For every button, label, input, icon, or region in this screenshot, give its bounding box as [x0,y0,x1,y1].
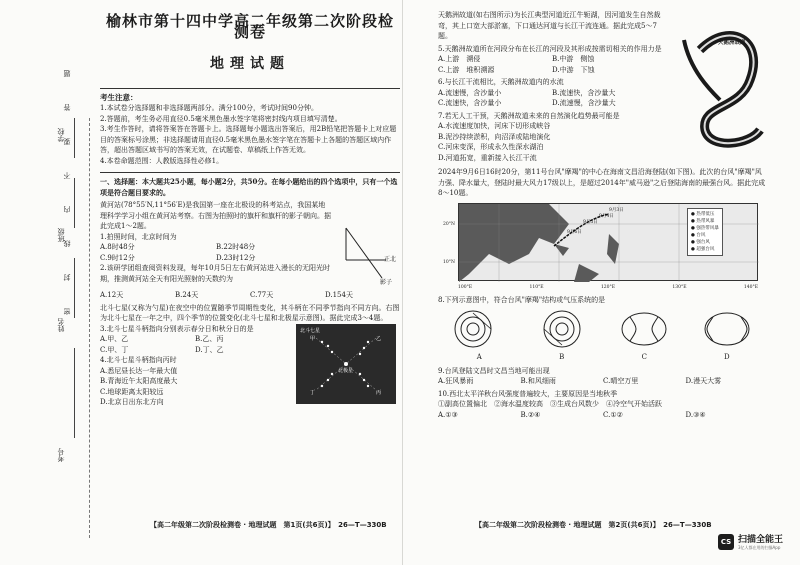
strip-name: 姓名 [57,318,65,332]
north-label: 正北 [384,256,397,263]
option: C.晴空万里 [603,377,639,385]
option: A.①③ [438,410,458,419]
watermark-sub: 3亿人都在用的扫描App [738,545,781,550]
map-lon-row [458,283,758,294]
q8-intro: 2024年9月6日16时20分，第11号台风"摩羯"的中心在海南文昌沿海登陆(如下图)。此次的台风"摩羯"风力强、降水量大，登陆时最大风力17级以上，是超过2014年"威马逊"之后登陆海南的最强台风。据此完成8～10题。 [438,168,766,197]
note-item: 1.本试卷分选择题和非选择题两部分。满分100分，考试时间90分钟。 [100,104,318,112]
option: D.河道拓宽，重新接入长江干流 [438,153,537,162]
option: D.154天 [325,291,353,299]
note-item: 2.答题前，考生务必用直径0.5毫米黑色墨水签字笔将密封线内项目填写清楚。 [100,114,342,123]
q3-options [100,334,290,355]
flagpole-diagram [336,200,400,290]
left-footer: 【高二年级第二次阶段检测卷 · 地理试题 第1页(共6页)】 26—T—330B [150,521,387,529]
q4-stem: 4.北斗七星斗柄指向丙时 [100,356,177,364]
q3-intro: 北斗七星(又称为勺星)在夜空中的位置随季节周期性变化，其斗柄在不同季节指向不同方向。右图为北斗七星在一年之中，四个季节的位置变化(北斗七星和北极星示意图)。据此完成3～4题。 [100,303,400,322]
option: A.上游 溯侵 [438,55,481,63]
option: A.悉尼昼长达一年最大值 [100,366,178,375]
option: A.狂风暴雨 [438,377,474,385]
option: C.77天 [250,291,274,299]
option: A.8时48分 [100,243,135,251]
strip-dots: 密 封 线 内 不 要 答 题 [63,60,71,315]
option: A.甲、乙 [100,335,129,343]
big-dipper-figure [296,324,396,404]
option: A.流速慢，含沙量小 [438,88,502,97]
option: A.水流速度加快，河床下切形成峡谷 [438,122,551,130]
option: D.丁、乙 [195,345,224,354]
legend-item: ● 台风 [691,232,706,238]
option: B.泥沙持续淤积，向沼泽或陆地演化 [438,132,551,141]
q8-fig-label: C [641,353,647,361]
strip-line [74,258,75,318]
option: C.河床变深，形成永久性深水湖泊 [438,143,544,151]
q8-stem: 8.下列示意图中，符合台风"摩羯"结构或气压系统的是 [438,296,606,304]
option: C.流速快，含沙量小 [438,99,502,107]
map-date: 9月6日 [567,229,582,235]
map-legend [687,208,723,256]
fig2-label-a: 甲 [310,335,316,342]
option: D.23时12分 [216,253,256,262]
scanner-watermark [718,532,783,551]
q2-stem: 2.该研学团组查阅资料发现，每年10月5日左右黄河站进入漫长的无阳光时期，推测黄河站全天有阳光照射的天数约为 [100,264,331,283]
left-column [100,10,400,408]
pressure-diagram [453,309,505,349]
q5-options [438,54,666,75]
exam-subject: 地理试题 [210,56,290,72]
page-fold [402,0,403,565]
right-column [438,10,768,420]
q6-stem: 6.与长江干流相比，天鹅洲故道内的水流 [438,78,564,86]
shadow-label: 影子 [380,279,393,286]
option: B.乙、丙 [195,335,224,343]
map-date: 9月4日 [599,213,614,219]
exam-title: 榆林市第十四中学高二年级第二次阶段检测卷 [105,12,394,41]
notes-title: 考生注意： [100,92,138,102]
option: D.北京日出东北方向 [100,398,164,406]
q8-fig-c [618,309,670,363]
option: D.中游 下蚀 [552,65,595,74]
map-lon: 120°E [600,284,616,290]
map-date: 9月5日 [583,219,598,225]
strip-line [74,178,75,228]
strip-seat: 考号 [57,448,65,462]
option: C.甲、丁 [100,345,129,354]
q8-fig-d [701,309,753,363]
q3-stem: 3.北斗七星斗柄指向分别表示春分日和秋分日的是 [100,324,254,333]
fig2-label-b: 乙 [376,335,382,342]
q1-options [100,242,332,263]
legend-item: ● 热带低压 [691,211,715,217]
option: D.流速慢，含沙量大 [552,99,616,107]
camscanner-logo: CS [718,534,734,550]
option: D.漫天大雾 [685,377,722,385]
q8-fig-b [536,309,588,363]
oxbow-figure [670,10,768,160]
q7-stem: 7.若无人工干预，天鹅洲故道未来的自然演化趋势最可能是 [438,111,620,120]
option: B.②④ [520,410,541,419]
option: D.③④ [685,410,706,419]
q8-fig-label: D [723,353,730,361]
option: C.地球距离太阳较远 [100,387,164,396]
note-item: 3.考生作答时，请将答案答在答题卡上。选择题每小题选出答案后，用2B铅笔把答题卡上对应题目的答案标号涂黑；非选择题请用直径0.5毫米黑色墨水签字笔在答题卡上各题的答题区域内作答，超出答题区域书写的答案无效，在试题卷、草稿纸上作答无效。 [100,125,397,154]
strip-class: 班级 [57,228,65,242]
option: C.9时12分 [100,253,135,262]
strip-line [74,348,75,438]
map-lon: 110°E [529,284,544,290]
map-lon: 140°E [743,284,758,290]
q2-options [100,290,400,301]
flagpole-figure [336,200,400,290]
note-item: 4.本卷命题范围：人教版选择性必修1。 [100,156,224,165]
q8-fig-a [453,309,505,363]
fig2-center-label: 北极星 [338,367,354,374]
strip-school: 学校 [57,128,65,142]
option: A.12天 [100,291,124,299]
map-lon: 100°E [458,284,473,290]
strip-line [74,118,75,158]
option: B.和风细雨 [520,377,556,385]
watermark-brand: 扫描全能王 [738,535,784,545]
map-lat: 10°N [443,259,455,265]
option: C.①② [603,410,623,419]
q10-options [438,410,768,421]
pressure-diagram [701,309,753,349]
q5-stem: 5.天鹅洲故道所在河段分布在长江的河段及其形成按需切相关的作用力是 [438,44,662,53]
pressure-diagram [536,309,588,349]
option: B.24天 [175,291,199,299]
map-lat: 20°N [443,221,455,227]
fig2-label-c: 丙 [376,389,382,396]
q10-stem: 10.西北太平洋秋台风强度普遍较大，主要原因是当地秋季 [438,389,618,398]
fig2-title: 北斗七星 [300,327,321,334]
q6-options [438,88,666,109]
q9-options [438,376,768,387]
q1-stem: 1.拍照时间，北京时间为 [100,232,177,241]
option: B.中游 侧蚀 [552,55,595,63]
q10-list: ①副高位置偏北 ②海水温度较高 ③生成台风数少 ④冷空气开始活跃 [438,400,662,408]
option: B.青海近午太阳高度最大 [100,377,178,385]
map-date: 9月3日 [609,207,624,213]
section-1 [100,172,400,408]
legend-item: ● 强热带风暴 [691,225,719,231]
map-lon: 130°E [672,284,687,290]
q8-fig-label: A [476,353,482,361]
legend-item: ● 强台风 [691,239,710,245]
q1-intro: 黄河站(78°55′N,11°56′E)是我国第一座在北极设的科考站点，我国某地理科学学习小组在黄河站考察。右图为拍照时的旗杆和旗杆的影子朝向。据此完成1～2题。 [100,201,331,230]
fig2-label-d: 丁 [310,389,316,396]
q5-intro: 天鹅洲故道(如右图所示)为长江典型河道近江牛轭湖，因河道发生自然裁弯，其上口宽大部淤塞，下口通达河道与长江干流连通。据此完成5～7题。 [438,11,661,40]
oxbow-label: 天鹅洲故道 [718,40,746,46]
pressure-diagram [618,309,670,349]
typhoon-map [443,203,758,281]
section-1-heading: 一、选择题：本大题共25小题，每小题2分，共50分。在每小题给出的四个选项中，只有一个选项是符合题目要求的。 [100,177,398,197]
oxbow-diagram [670,10,768,160]
notes-block [100,88,400,167]
legend-item: ● 热带风暴 [691,218,715,224]
right-footer: 【高二年级第二次阶段检测卷 · 地理试题 第2页(共6页)】 26—T—330B [475,521,712,529]
q8-fig-label: B [559,353,565,361]
option: B.22时48分 [216,243,256,251]
option: C.上游 堆积溯源 [438,65,495,74]
legend-item: ● 超强台风 [691,246,715,252]
option: B.流速快，含沙量大 [552,88,616,97]
q9-stem: 9.台风登陆文昌时文昌当地可能出现 [438,366,550,375]
q8-figures [438,309,768,363]
